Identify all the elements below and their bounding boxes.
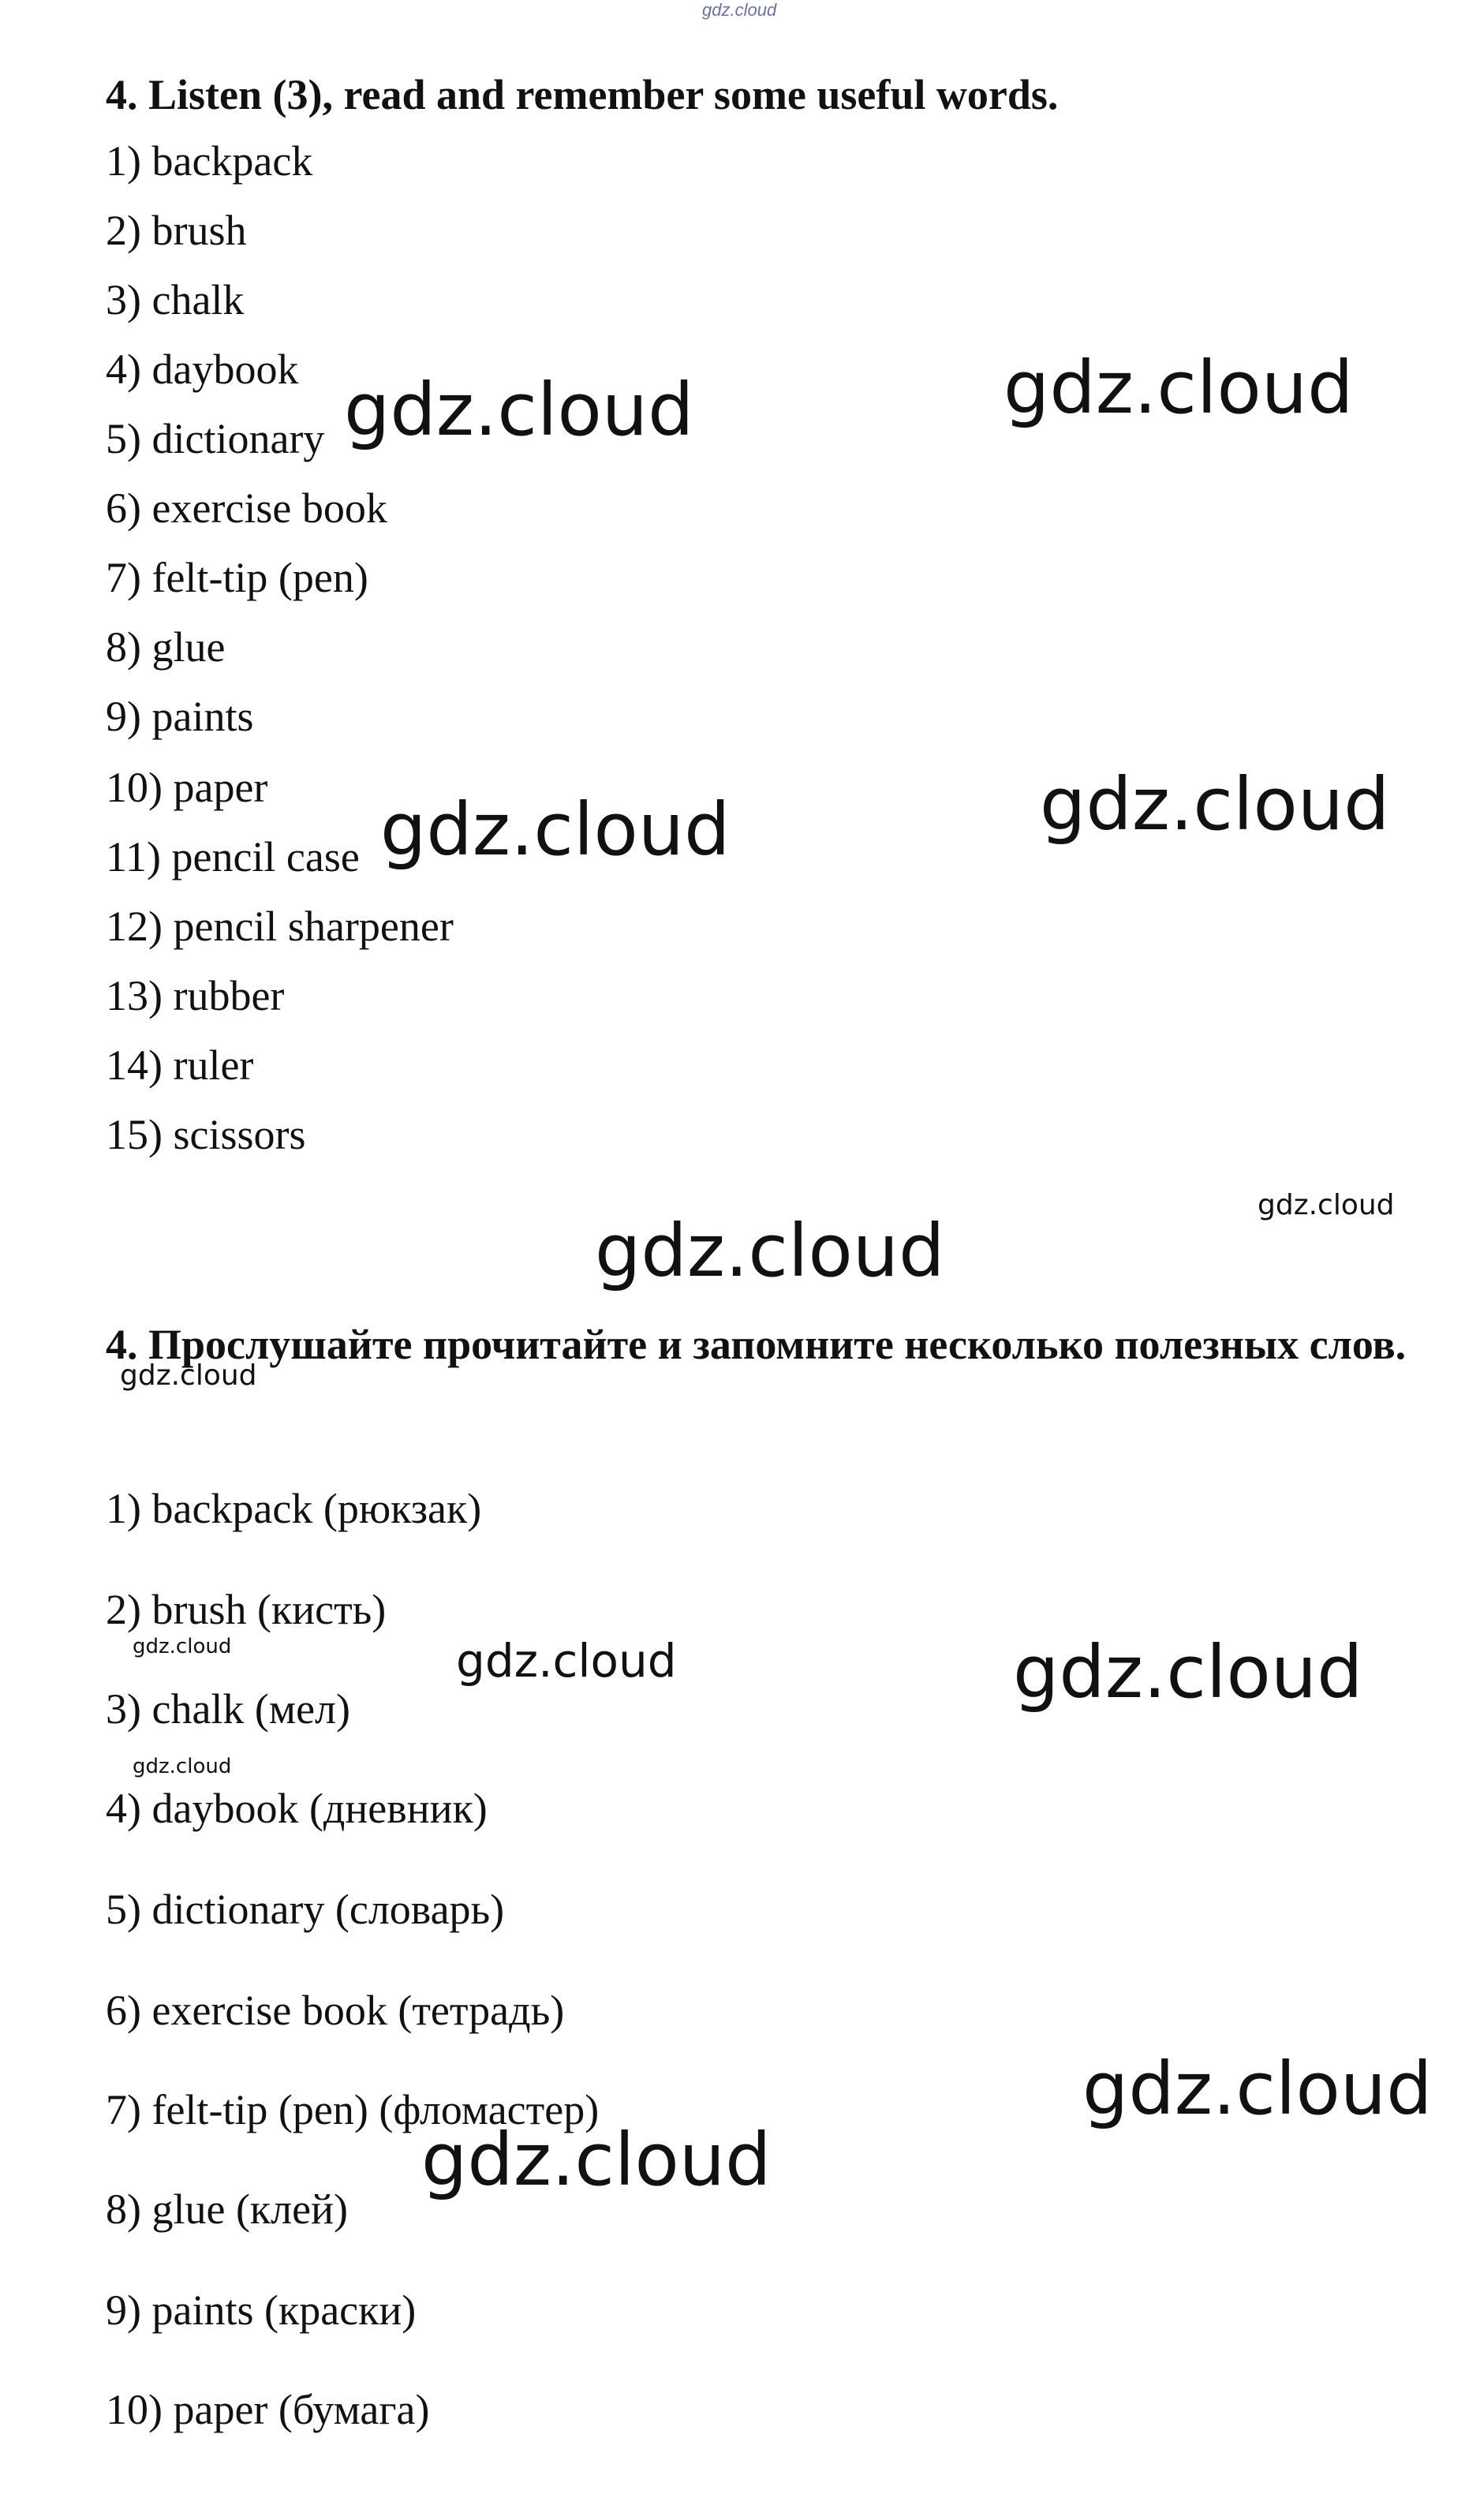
watermark: gdz.cloud [133, 1755, 232, 1778]
list-item: 1) backpack (рюкзак) [106, 1485, 482, 1532]
watermark: gdz.cloud [1040, 762, 1390, 847]
watermark: gdz.cloud [595, 1209, 945, 1293]
watermark: gdz.cloud [1013, 1630, 1363, 1714]
list-item: 3) chalk [106, 276, 245, 323]
watermark: gdz.cloud [456, 1634, 677, 1688]
list-item: 6) exercise book (тетрадь) [106, 1987, 565, 2034]
exercise-heading-russian: 4. Прослушайте прочитайте и запомните несколько полезных слов. [106, 1321, 1407, 1368]
watermark: gdz.cloud [120, 1359, 257, 1392]
list-item: 9) paints [106, 693, 254, 740]
watermark: gdz.cloud [344, 368, 694, 452]
top-watermark: gdz.cloud [702, 0, 777, 20]
list-item: 12) pencil sharpener [106, 903, 454, 950]
list-item: 13) rubber [106, 972, 285, 1019]
list-item: 14) ruler [106, 1041, 254, 1089]
watermark: gdz.cloud [380, 787, 731, 872]
watermark: gdz.cloud [1258, 1189, 1395, 1221]
list-item: 5) dictionary [106, 415, 325, 462]
list-item: 6) exercise book [106, 484, 387, 532]
list-item: 11) pencil case [106, 833, 360, 881]
list-item: 1) backpack [106, 137, 313, 185]
watermark: gdz.cloud [1082, 2047, 1433, 2131]
list-item: 4) daybook [106, 346, 299, 393]
watermark: gdz.cloud [421, 2118, 772, 2202]
list-item: 4) daybook (дневник) [106, 1785, 488, 1832]
list-item: 2) brush (кисть) [106, 1586, 387, 1633]
list-item: 15) scissors [106, 1111, 306, 1158]
list-item: 9) paints (краски) [106, 2286, 417, 2334]
exercise-heading-english: 4. Listen (3), read and remember some useful words. [106, 71, 1059, 118]
list-item: 2) brush [106, 207, 247, 254]
list-item: 8) glue [106, 623, 226, 671]
list-item: 10) paper [106, 764, 268, 811]
list-item: 10) paper (бумага) [106, 2386, 430, 2433]
list-item: 7) felt-tip (pen) [106, 554, 368, 601]
list-item: 8) glue (клей) [106, 2185, 348, 2233]
list-item: 5) dictionary (словарь) [106, 1886, 505, 1933]
list-item: 7) felt-tip (pen) (фломастер) [106, 2086, 600, 2133]
watermark: gdz.cloud [133, 1635, 232, 1658]
list-item: 3) chalk (мел) [106, 1685, 350, 1733]
watermark: gdz.cloud [1003, 346, 1354, 430]
